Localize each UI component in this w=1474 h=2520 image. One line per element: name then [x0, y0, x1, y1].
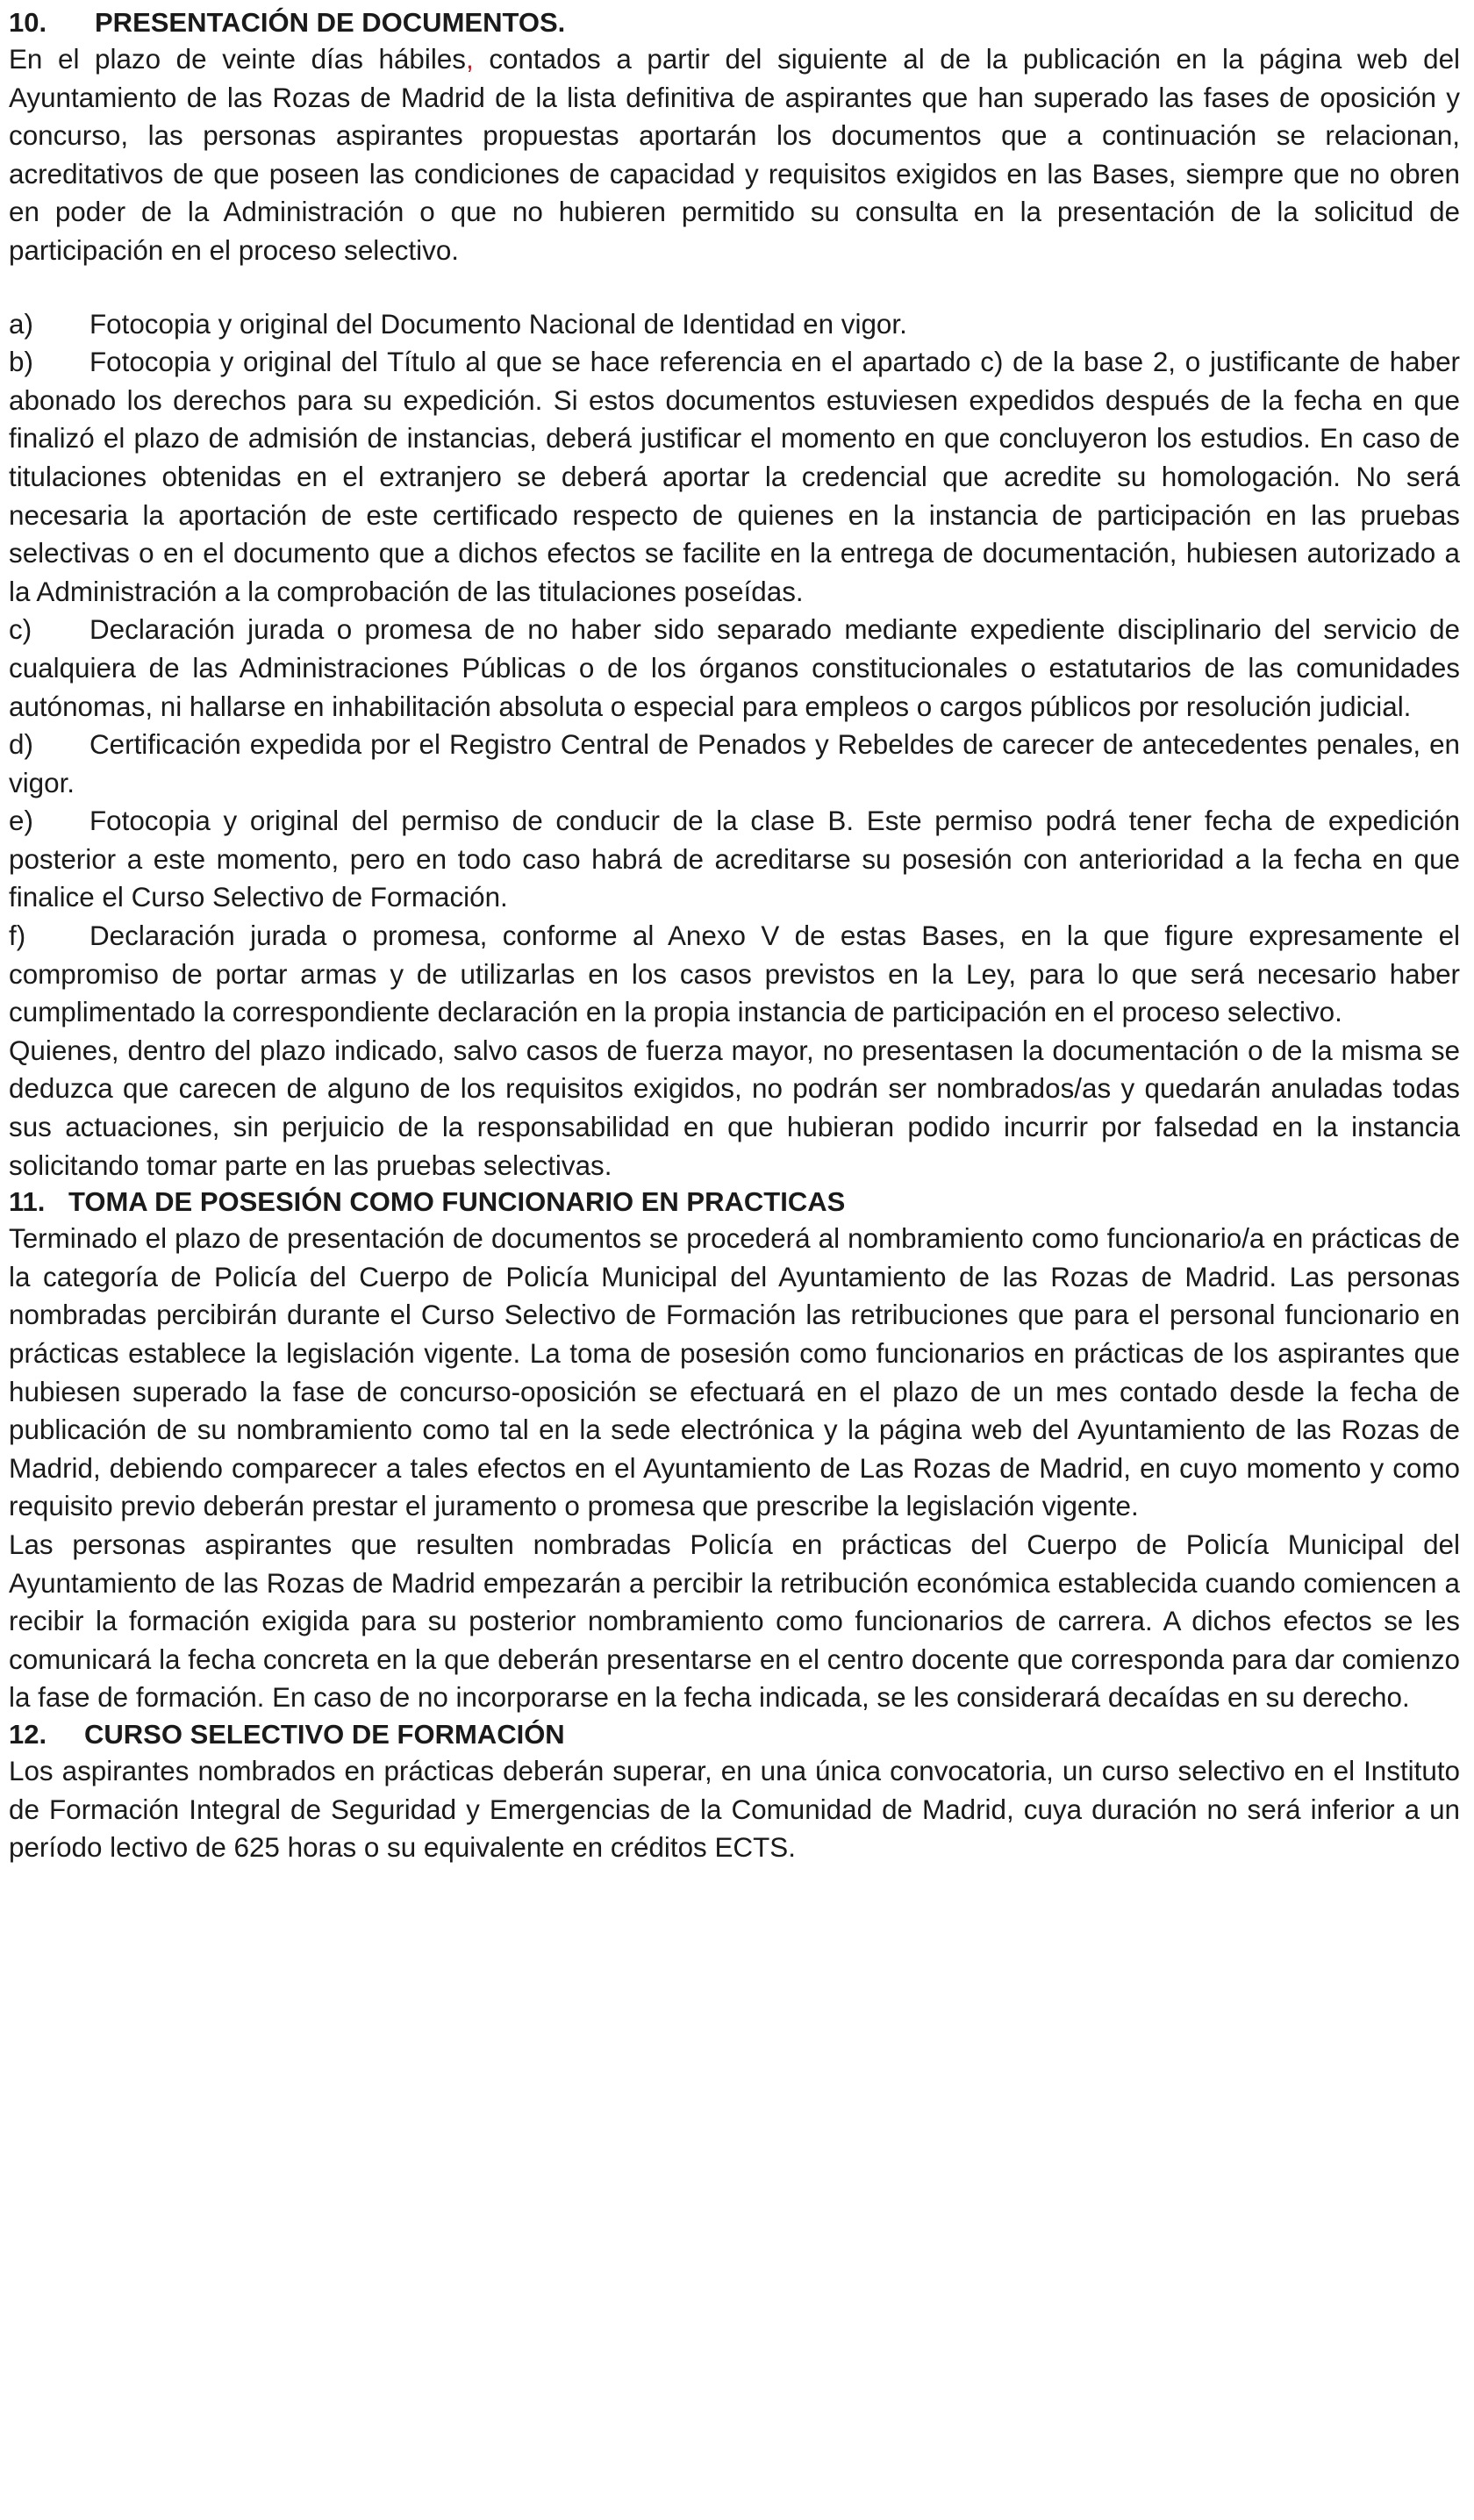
- section-10-intro-comma: ,: [465, 44, 474, 75]
- list-item-a: [9, 305, 1460, 344]
- list-item-text: Fotocopia y original del Documento Nacional de Identidad en vigor.: [89, 308, 907, 340]
- list-item-label: b): [9, 347, 33, 378]
- section-10-intro-part1: En el plazo de veinte días hábiles: [9, 44, 466, 75]
- section-12-paragraph-1: Los aspirantes nombrados en prácticas deberán superar, en una única convocatoria, un curso selectivo en el Instituto de Formación Integral de Seguridad y Emergencias de la Comunidad de Madrid, cuya duración no será inferior a un período lectivo de 625 horas o su equivalente en créditos ECTS.: [9, 1755, 1460, 1864]
- list-item-label: d): [9, 729, 33, 761]
- section-12-title: CURSO SELECTIVO DE FORMACIÓN: [84, 1718, 565, 1750]
- list-item-text: Declaración jurada o promesa, conforme al Anexo V de estas Bases, en la que figure expresamente el compromiso de portar armas y de utilizarlas en los casos previstos en la Ley, para lo que será necesario haber cumplimentado la correspondiente declaración en la propia instancia de participación en el proceso selectivo.: [9, 920, 1460, 1028]
- section-10-heading: [9, 5, 1460, 40]
- section-11-heading: [9, 1185, 1460, 1220]
- list-item-c: [9, 611, 1460, 726]
- section-10-intro: [9, 40, 1460, 270]
- section-10-closing: Quienes, dentro del plazo indicado, salvo casos de fuerza mayor, no presentasen la documentación o de la misma se deduzca que carecen de alguno de los requisitos exigidos, no podrán ser nombrados/as y quedarán anuladas todas sus actuaciones, sin perjuicio de la responsabilidad en que hubieran podido incurrir por falsedad en la instancia solicitando tomar parte en las pruebas selectivas.: [9, 1034, 1460, 1181]
- list-item-label: a): [9, 308, 33, 340]
- list-item-text: Fotocopia y original del permiso de conducir de la clase B. Este permiso podrá tener fecha de expedición posterior a este momento, pero en todo caso habrá de acreditarse su posesión con anterioridad a la fecha en que finalice el Curso Selectivo de Formación.: [9, 805, 1460, 913]
- document-page: [9, 5, 1460, 1867]
- section-10-title: PRESENTACIÓN DE DOCUMENTOS.: [95, 7, 566, 38]
- section-10-document-list: [9, 305, 1460, 1032]
- list-item-b: [9, 343, 1460, 611]
- section-12-number: 12.: [9, 1718, 47, 1750]
- list-item-label: f): [9, 920, 26, 952]
- list-item-d: [9, 726, 1460, 802]
- section-12-heading: [9, 1717, 1460, 1752]
- list-item-text: Certificación expedida por el Registro Central de Penados y Rebeldes de carecer de antecedentes penales, en vigor.: [9, 729, 1460, 798]
- list-item-text: Fotocopia y original del Título al que se hace referencia en el apartado c) de la base 2, o justificante de haber abonado los derechos para su expedición. Si estos documentos estuviesen expedidos después de la fecha en que finalizó el plazo de admisión de instancias, deberá justificar el momento en que concluyeron los estudios. En caso de titulaciones obtenidas en el extranjero se deberá aportar la credencial que acredite su homologación. No será necesaria la aportación de este certificado respecto de quienes en la instancia de participación en las pruebas selectivas o en el documento que a dichos efectos se facilite en la entrega de documentación, hubiesen autorizado a la Administración a la comprobación de las titulaciones poseídas.: [9, 347, 1460, 607]
- section-10-number: 10.: [9, 7, 47, 38]
- list-item-label: c): [9, 614, 32, 646]
- section-11-title: TOMA DE POSESIÓN COMO FUNCIONARIO EN PRACTICAS: [68, 1186, 846, 1218]
- section-11-paragraph-2: Las personas aspirantes que resulten nombradas Policía en prácticas del Cuerpo de Policía Municipal del Ayuntamiento de las Rozas de Madrid empezarán a percibir la retribución económica establecida cuando comiencen a recibir la formación exigida para su posterior nombramiento como funcionarios de carrera. A dichos efectos se les comunicará la fecha concreta en la que deberán presentarse en el centro docente que corresponda para dar comienzo la fase de formación. En caso de no incorporarse en la fecha indicada, se les considerará decaídas en su derecho.: [9, 1528, 1460, 1714]
- list-item-text: Declaración jurada o promesa de no haber sido separado mediante expediente disciplinario del servicio de cualquiera de las Administraciones Públicas o de los órganos constitucionales o estatutarios de las comunidades autónomas, ni hallarse en inhabilitación absoluta o especial para empleos o cargos públicos por resolución judicial.: [9, 614, 1460, 722]
- section-11-number: 11.: [9, 1186, 46, 1218]
- list-item-f: [9, 917, 1460, 1032]
- section-11-paragraph-1: Terminado el plazo de presentación de documentos se procederá al nombramiento como funcionario/a en prácticas de la categoría de Policía del Cuerpo de Policía Municipal del Ayuntamiento de las Rozas de Madrid. Las personas nombradas percibirán durante el Curso Selectivo de Formación las retribuciones que para el personal funcionario en prácticas establece la legislación vigente. La toma de posesión como funcionarios en prácticas de los aspirantes que hubiesen superado la fase de concurso-oposición se efectuará en el plazo de un mes contado desde la fecha de publicación de su nombramiento como tal en la sede electrónica y la página web del Ayuntamiento de las Rozas de Madrid, debiendo comparecer a tales efectos en el Ayuntamiento de Las Rozas de Madrid, en cuyo momento y como requisito previo deberán prestar el juramento o promesa que prescribe la legislación vigente.: [9, 1223, 1460, 1522]
- list-item-label: e): [9, 805, 33, 837]
- section-10-intro-part2: contados a partir del siguiente al de la publicación en la página web del Ayuntamiento de las Rozas de Madrid de la lista definitiva de aspirantes que han superado las fases de oposición y concurso, las personas aspirantes propuestas aportarán los documentos que a continuación se relacionan, acreditativos de que poseen las condiciones de capacidad y requisitos exigidos en las Bases, siempre que no obren en poder de la Administración o que no hubieren permitido su consulta en la presentación de la solicitud de participación en el proceso selectivo.: [9, 44, 1461, 266]
- list-item-e: [9, 802, 1460, 917]
